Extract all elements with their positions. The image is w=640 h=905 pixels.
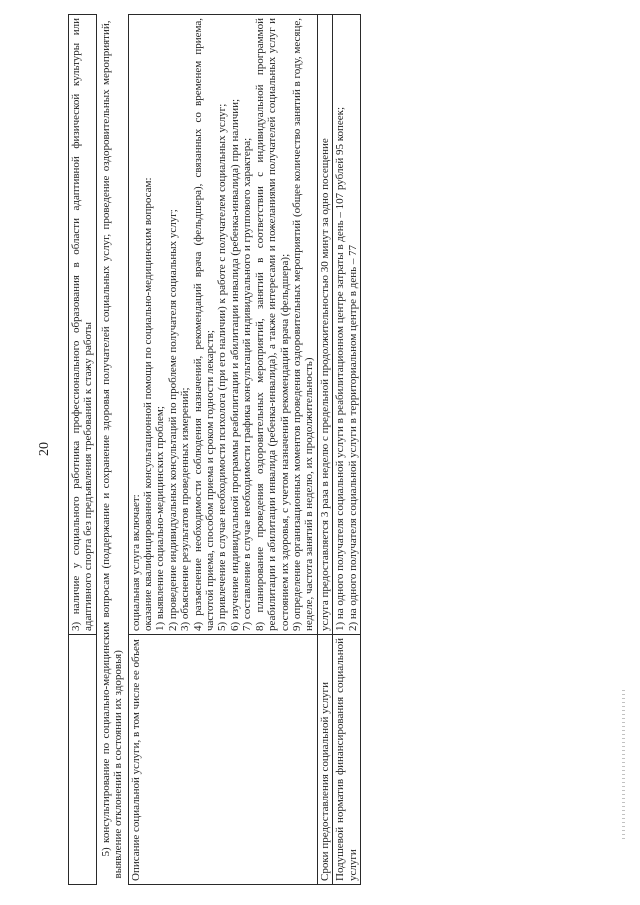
description-cell (128, 15, 317, 635)
empty-cell (69, 635, 97, 885)
table-row (128, 15, 317, 885)
section-title (96, 15, 128, 885)
section-title-row (96, 15, 128, 885)
qualification-text: 3) наличие у социального работника профессионального образования в области адаптивной физической культуры или адаптивного спорта без предъявления требований к стажу работы (69, 15, 97, 635)
list-item: 1) на одного получателя социальной услуги в реабилитационном центре затраты в день – 107 рублей 95 копеек; (334, 106, 347, 631)
table-row (333, 15, 361, 885)
list-item: 8) планирование проведения оздоровительных мероприятий, занятий в соответствии с индивидуальной программой реабилитации и абилитации инвалида (ребенка-инвалида), а также интересами и пожеланиями получателей социальных услуг и состоянием их здоровья, с учетом назначений рекомендаций врача (фельдшера); (253, 18, 291, 631)
list-item: 3) объяснение результатов проведенных измерений; (179, 387, 192, 631)
list-item: 7) составление в случае необходимости графика консультаций индивидуального и группового характера; (241, 137, 254, 631)
rotated-page-content (68, 15, 613, 885)
list-item: социальная услуга включает: (129, 494, 142, 631)
table-row (317, 15, 332, 885)
table-row (69, 15, 97, 885)
list-item: 2) на одного получателя социальной услуги в территориальном центре в день – 77 (346, 244, 359, 631)
list-item: 2) проведение индивидуальных консультаций по проблеме получателя социальных услуг; (166, 209, 179, 631)
list-item: 5) привлечение в случае необходимости психолога (при его наличии) к работе с получателем социальных услуг; (216, 103, 229, 631)
terms-label: Сроки предоставления социальной услуги (317, 635, 332, 885)
list-item: 6) изучение индивидуальной программы реабилитации и абилитации инвалида (ребенка-инвалида) при наличии; (228, 98, 241, 631)
financing-cell (333, 15, 361, 635)
financing-label: Подушевой норматив финансирования социальной услуги (333, 635, 361, 885)
list-item: оказание квалифицированной консультационной помощи по социально-медицинским вопросам: (142, 177, 155, 631)
list-item: 1) выявление социально-медицинских проблем; (154, 406, 167, 631)
description-label: Описание социальной услуги, в том числе ее объем (128, 635, 317, 885)
services-table (68, 14, 361, 885)
page-number: 20 (37, 442, 52, 456)
terms-value: услуга предоставляется 3 раза в неделю с предельной продолжительностью 30 минут за одно посещение (317, 15, 332, 635)
scan-artifact (622, 690, 625, 840)
list-item: 4) разъяснение необходимости соблюдения назначений, рекомендаций врача (фельдшера), связанных со временем приема, частотой приема, способом приема и сроком годности лекарств; (191, 18, 217, 631)
list-item: 9) определение организационных моментов проведения оздоровительных мероприятий (общее количество занятий в году, месяце, неделе, частота занятий в неделю, их продолжительность) (290, 18, 316, 631)
section-title-text: 5) консультирование по социально-медицинским вопросам (поддержание и сохранение здоровья получателей социальных услуг, проведение оздоровительных мероприятий, выявление отклонений в состоянии их здоровья) (99, 20, 125, 879)
